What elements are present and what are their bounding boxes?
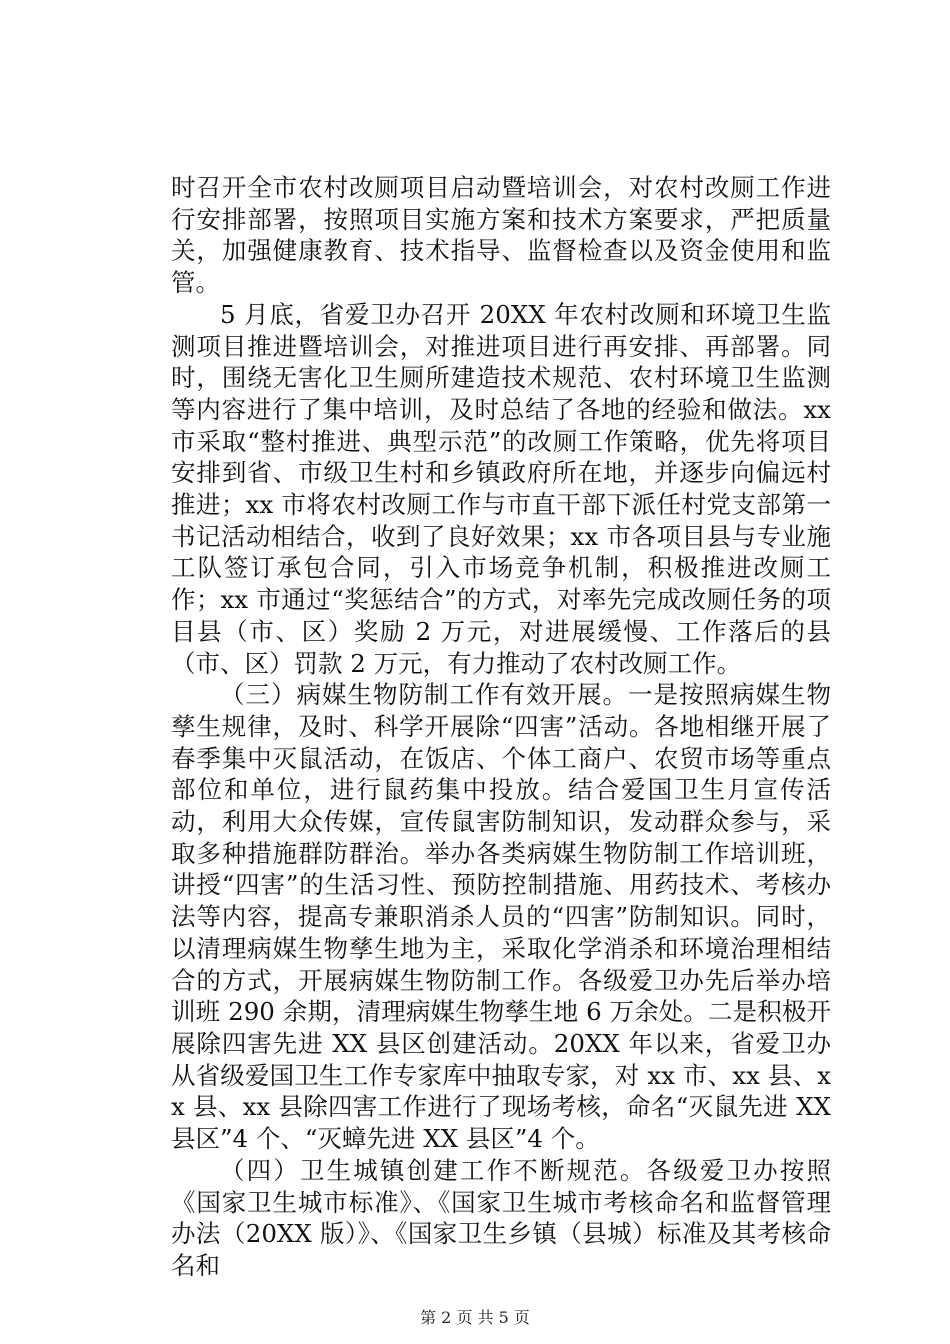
- page-number-footer: 第 2 页 共 5 页: [420, 1308, 530, 1327]
- document-body: [171, 172, 831, 1282]
- paragraph-vector-control: （三）病媒生物防制工作有效开展。一是按照病媒生物孳生规律，及时、科学开展除“四害”活动。各地相继开展了春季集中灭鼠活动，在饭店、个体工商户、农贸市场等重点部位和单位，进行鼠药集中投放。结合爱国卫生月宣传活动，利用大众传媒，宣传鼠害防制知识，发动群众参与，采取多种措施群防群治。举办各类病媒生物防制工作培训班，讲授“四害”的生活习性、预防控制措施、用药技术、考核办法等内容，提高专兼职消杀人员的“四害”防制知识。同时，以清理病媒生物孳生地为主，采取化学消杀和环境治理相结合的方式，开展病媒生物防制工作。各级爱卫办先后举办培训班 290 余期，清理病媒生物孳生地 6 万余处。二是积极开展除四害先进 XX 县区创建活动。20XX 年以来，省爱卫办从省级爱国卫生工作专家库中抽取专家，对 xx 市、xx 县、xx 县、xx 县除四害工作进行了现场考核，命名“灭鼠先进 XX 县区”4 个、“灭蟑先进 XX 县区”4 个。: [171, 680, 831, 1154]
- paragraph-rural-toilet-reform: 5 月底，省爱卫办召开 20XX 年农村改厕和环境卫生监测项目推进暨培训会，对推进项目进行再安排、再部署。同时，围绕无害化卫生厕所建造技术规范、农村环境卫生监测等内容进行了集中培训，及时总结了各地的经验和做法。xx 市采取“整村推进、典型示范”的改厕工作策略，优先将项目安排到省、市级卫生村和乡镇政府所在地，并逐步向偏远村推进；xx 市将农村改厕工作与市直干部下派任村党支部第一书记活动相结合，收到了良好效果；xx 市各项目县与专业施工队签订承包合同，引入市场竞争机制，积极推进改厕工作；xx 市通过“奖惩结合”的方式，对率先完成改厕任务的项目县（市、区）奖励 2 万元，对进展缓慢、工作落后的县（市、区）罚款 2 万元，有力推动了农村改厕工作。: [171, 299, 831, 678]
- paragraph-sanitary-city: （四）卫生城镇创建工作不断规范。各级爱卫办按照《国家卫生城市标准》、《国家卫生城市考核命名和监督管理办法（20XX 版）》、《国家卫生乡镇（县城）标准及其考核命名和: [171, 1155, 831, 1280]
- paragraph-continuation: 时召开全市农村改厕项目启动暨培训会，对农村改厕工作进行安排部署，按照项目实施方案和技术方案要求，严把质量关，加强健康教育、技术指导、监督检查以及资金使用和监管。: [171, 173, 831, 298]
